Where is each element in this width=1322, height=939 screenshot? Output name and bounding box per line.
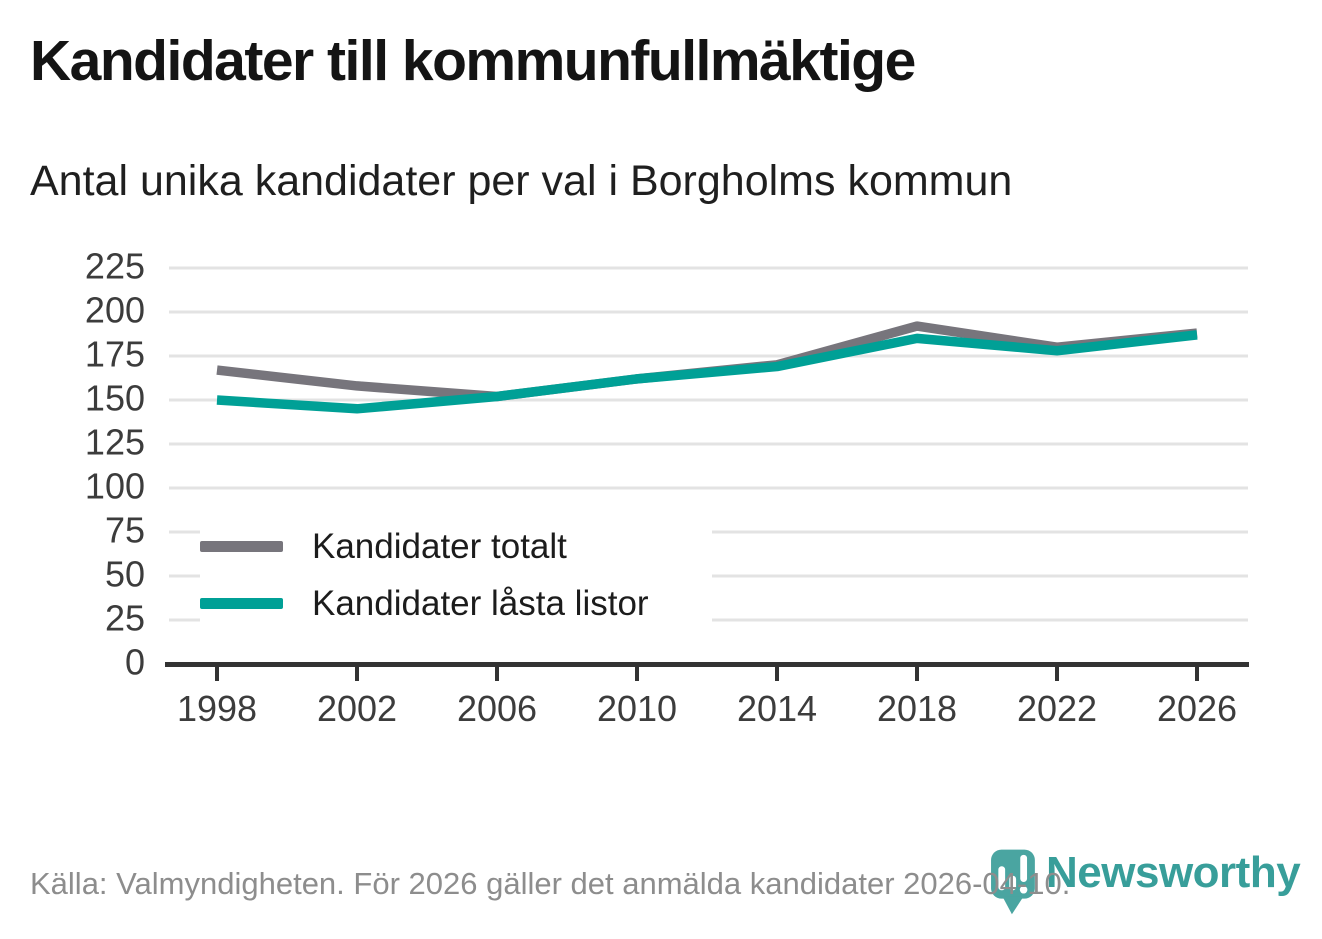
x-tick-1998 xyxy=(215,667,219,681)
series-line-1 xyxy=(217,335,1197,409)
y-tick-label-100: 100 xyxy=(84,465,145,507)
x-tick-label-1998: 1998 xyxy=(176,688,258,729)
x-tick-label-2002: 2002 xyxy=(316,688,398,729)
legend-swatch-totalt xyxy=(200,541,283,552)
legend-item-totalt xyxy=(200,518,712,575)
legend-swatch-lasta-listor xyxy=(200,598,283,609)
x-tick-label-2014: 2014 xyxy=(736,688,818,729)
legend-label-lasta-listor: Kandidater låsta listor xyxy=(312,583,649,623)
x-tick-label-2006: 2006 xyxy=(456,688,538,729)
x-tick-2022 xyxy=(1055,667,1059,681)
chart-subtitle: Antal unika kandidater per val i Borgholms kommun xyxy=(30,157,1013,205)
y-tick-label-225: 225 xyxy=(84,245,145,287)
legend-item-lasta-listor xyxy=(200,575,712,632)
x-tick-2026 xyxy=(1195,667,1199,681)
x-tick-2002 xyxy=(355,667,359,681)
y-tick-label-200: 200 xyxy=(84,289,145,331)
x-tick-2014 xyxy=(775,667,779,681)
y-tick-label-50: 50 xyxy=(104,553,145,595)
y-tick-label-150: 150 xyxy=(84,377,145,419)
chart-legend xyxy=(200,518,712,632)
series-line-0 xyxy=(217,326,1197,396)
y-tick-label-25: 25 xyxy=(104,597,145,639)
source-note: Källa: Valmyndigheten. För 2026 gäller det anmälda kandidater 2026-04-10. xyxy=(30,866,1071,901)
x-tick-label-2010: 2010 xyxy=(596,688,678,729)
x-tick-label-2026: 2026 xyxy=(1156,688,1238,729)
x-tick-label-2018: 2018 xyxy=(876,688,958,729)
x-tick-label-2022: 2022 xyxy=(1016,688,1098,729)
y-tick-label-175: 175 xyxy=(84,333,145,375)
x-tick-2018 xyxy=(915,667,919,681)
x-axis-line xyxy=(165,662,1249,667)
y-tick-label-125: 125 xyxy=(84,421,145,463)
y-tick-label-0: 0 xyxy=(124,641,145,683)
newsworthy-wordmark: Newsworthy xyxy=(1046,848,1301,897)
x-tick-2006 xyxy=(495,667,499,681)
chart-title: Kandidater till kommunfullmäktige xyxy=(30,29,915,93)
x-tick-2010 xyxy=(635,667,639,681)
legend-label-totalt: Kandidater totalt xyxy=(312,526,567,566)
y-tick-label-75: 75 xyxy=(104,509,145,551)
